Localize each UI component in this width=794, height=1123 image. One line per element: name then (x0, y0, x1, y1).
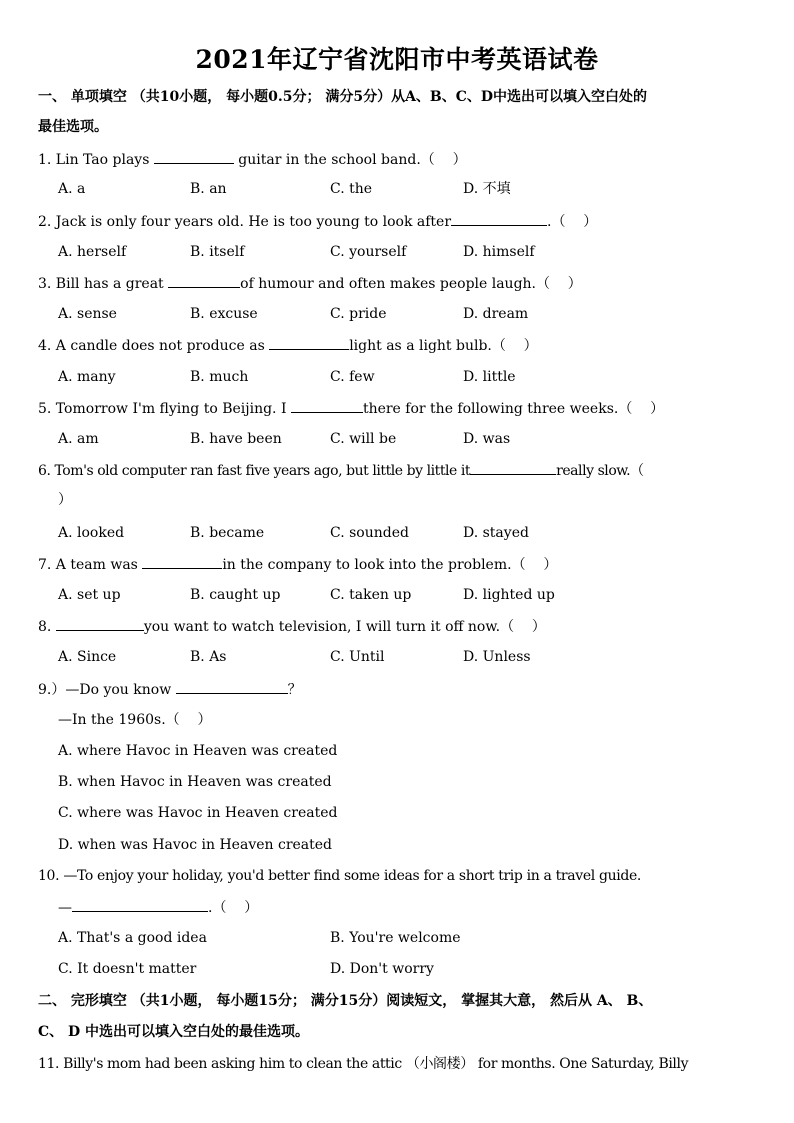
option-d: D. 不填 (463, 181, 511, 197)
question-10-reply-pre: — (58, 900, 72, 916)
question-9-pre: 9.）—Do you know (38, 682, 176, 698)
question-3-post: of humour and often makes people laugh.（ ） (240, 276, 582, 292)
question-9-reply: —In the 1960s.（ ） (58, 712, 212, 728)
answer-blank (291, 399, 363, 413)
answer-blank (269, 336, 349, 350)
option-a: A. where Havoc in Heaven was created (58, 743, 338, 759)
answer-blank (56, 617, 144, 631)
question-3-pre: 3. Bill has a great (38, 276, 169, 292)
answer-blank (168, 274, 240, 288)
question-6-pre: 6. Tom's old computer ran fast five years ago, but little by little it (38, 463, 471, 479)
answer-blank (470, 461, 556, 475)
option-a: A. many (58, 369, 116, 385)
question-11: 11. Billy's mom had been asking him to clean the attic （小阁楼） for months. One Saturday, Billy (38, 1056, 689, 1072)
question-7-post: in the company to look into the problem.（ ） (222, 557, 558, 573)
question-6-continuation: ） (58, 492, 72, 508)
option-c: C. few (330, 369, 375, 385)
option-a: A. a (58, 181, 86, 197)
question-7 (38, 555, 557, 574)
question-4-pre: 4. A candle does not produce as (38, 338, 270, 354)
option-b: B. You're welcome (330, 930, 461, 946)
option-d: D. was (463, 431, 511, 447)
option-a: A. That's a good idea (58, 930, 207, 946)
section2-header-line1: 二、 完形填空 （共1小题， 每小题15分； 满分15分）阅读短文， 掌握其大意， 然后从 A、 B、 (38, 993, 653, 1009)
question-2-pre: 2. Jack is only four years old. He is too young to look after (38, 214, 452, 230)
question-8-post: you want to watch television, I will turn it off now.（ ） (143, 619, 546, 635)
question-6-post: really slow.（ (556, 463, 644, 479)
question-9-post: ？ (287, 682, 302, 698)
option-a: A. set up (58, 587, 121, 603)
option-c: C. sounded (330, 525, 409, 541)
question-2-post: .（ ） (547, 214, 598, 230)
option-d: D. himself (463, 244, 535, 260)
answer-blank (72, 898, 208, 912)
question-1 (38, 150, 467, 169)
answer-blank (176, 680, 288, 694)
question-5-pre: 5. Tomorrow I'm flying to Beijing. I (38, 401, 291, 417)
option-b: B. have been (190, 431, 282, 447)
option-c: C. Until (330, 649, 385, 665)
option-d: D. Don't worry (330, 961, 434, 977)
section2-header-line2: C、 D 中选出可以填入空白处的最佳选项。 (38, 1024, 310, 1040)
option-b: B. As (190, 649, 227, 665)
option-c: C. yourself (330, 244, 407, 260)
option-b: B. when Havoc in Heaven was created (58, 774, 332, 790)
option-a: A. Since (58, 649, 117, 665)
option-b: B. caught up (190, 587, 281, 603)
question-7-pre: 7. A team was (38, 557, 143, 573)
option-d: D. lighted up (463, 587, 555, 603)
question-10-reply (58, 898, 258, 917)
answer-blank (154, 150, 234, 164)
option-b: B. excuse (190, 306, 258, 322)
option-b: B. much (190, 369, 249, 385)
question-8-pre: 8. (38, 619, 56, 635)
option-b: B. an (190, 181, 227, 197)
question-10: 10. —To enjoy your holiday, you'd better find some ideas for a short trip in a travel guide. (38, 868, 642, 884)
option-c: C. pride (330, 306, 387, 322)
section1-header-line2: 最佳选项。 (38, 119, 108, 135)
answer-blank (142, 555, 222, 569)
option-a: A. am (58, 431, 99, 447)
question-3 (38, 274, 582, 293)
question-2 (38, 212, 597, 231)
option-c: C. will be (330, 431, 397, 447)
section1-header-line1: 一、 单项填空 （共10小题， 每小题0.5分； 满分5分）从A、B、C、D中选出可以填入空白处的 (38, 89, 648, 105)
question-8 (38, 617, 546, 636)
question-1-post: guitar in the school band.（ ） (233, 152, 467, 168)
page-title: 2021年辽宁省沈阳市中考英语试卷 (195, 45, 599, 74)
question-10-reply-post: .（ ） (208, 900, 259, 916)
option-a: A. herself (58, 244, 127, 260)
option-d: D. little (463, 369, 516, 385)
question-4 (38, 336, 538, 355)
option-d: D. dream (463, 306, 529, 322)
question-9 (38, 680, 302, 699)
option-a: A. sense (58, 306, 117, 322)
answer-blank (451, 212, 547, 226)
question-4-post: light as a light bulb.（ ） (349, 338, 538, 354)
question-6 (38, 461, 644, 480)
option-d: D. stayed (463, 525, 529, 541)
option-c: C. It doesn't matter (58, 961, 197, 977)
option-c: C. taken up (330, 587, 412, 603)
option-d: D. Unless (463, 649, 531, 665)
question-1-pre: 1. Lin Tao plays (38, 152, 154, 168)
option-b: B. became (190, 525, 265, 541)
option-d: D. when was Havoc in Heaven created (58, 837, 333, 853)
question-5-post: there for the following three weeks.（ ） (362, 401, 665, 417)
option-b: B. itself (190, 244, 245, 260)
question-5 (38, 399, 664, 418)
option-a: A. looked (58, 525, 125, 541)
option-c: C. the (330, 181, 373, 197)
option-c: C. where was Havoc in Heaven created (58, 805, 338, 821)
